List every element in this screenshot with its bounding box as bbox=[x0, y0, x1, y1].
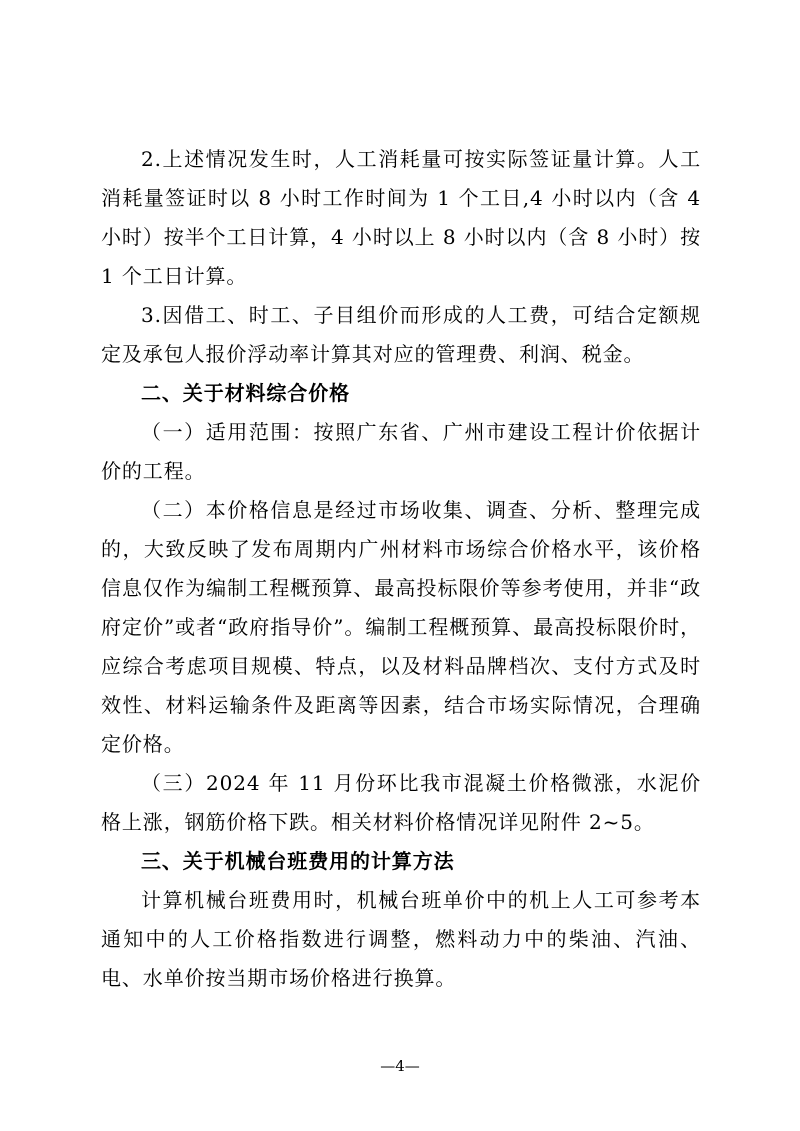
paragraph-price-info: （二）本价格信息是经过市场收集、调查、分析、整理完成的，大致反映了发布周期内广州材料市场综合价格水平，该价格信息仅作为编制工程概预算、最高投标限价等参考使用，并非“政府定价”或者“政府指导价”。编制工程概预算、最高投标限价时，应综合考虑项目规模、特点，以及材料品牌档次、支付方式及时效性、材料运输条件及距离等因素，结合市场实际情况，合理确定价格。 bbox=[101, 498, 701, 756]
paragraph-labor-fees: 3.因借工、时工、子目组价而形成的人工费，可结合定额规定及承包人报价浮动率计算其对应的管理费、利润、税金。 bbox=[101, 303, 701, 366]
paragraph-price-trend: （三）2024 年 11 月份环比我市混凝土价格微涨，水泥价格上涨，钢筋价格下跌。相关材料价格情况详见附件 2~5。 bbox=[101, 771, 701, 834]
paragraph-machinery-calc: 计算机械台班费用时，机械台班单价中的机上人工可参考本通知中的人工价格指数进行调整，燃料动力中的柴油、汽油、电、水单价按当期市场价格进行换算。 bbox=[101, 888, 701, 990]
section-heading-machinery: 三、关于机械台班费用的计算方法 bbox=[141, 849, 455, 873]
section-heading-materials: 二、关于材料综合价格 bbox=[141, 381, 350, 405]
page-number: —4— bbox=[380, 1057, 420, 1075]
paragraph-scope: （一）适用范围：按照广东省、广州市建设工程计价依据计价的工程。 bbox=[101, 420, 701, 483]
document-body bbox=[101, 140, 701, 998]
paragraph-labor-visa: 2.上述情况发生时，人工消耗量可按实际签证量计算。人工消耗量签证时以 8 小时工作时间为 1 个工日,4 小时以内（含 4 小时）按半个工日计算，4 小时以上 8 小时以内（含 8 小时）按 1 个工日计算。 bbox=[101, 147, 701, 288]
